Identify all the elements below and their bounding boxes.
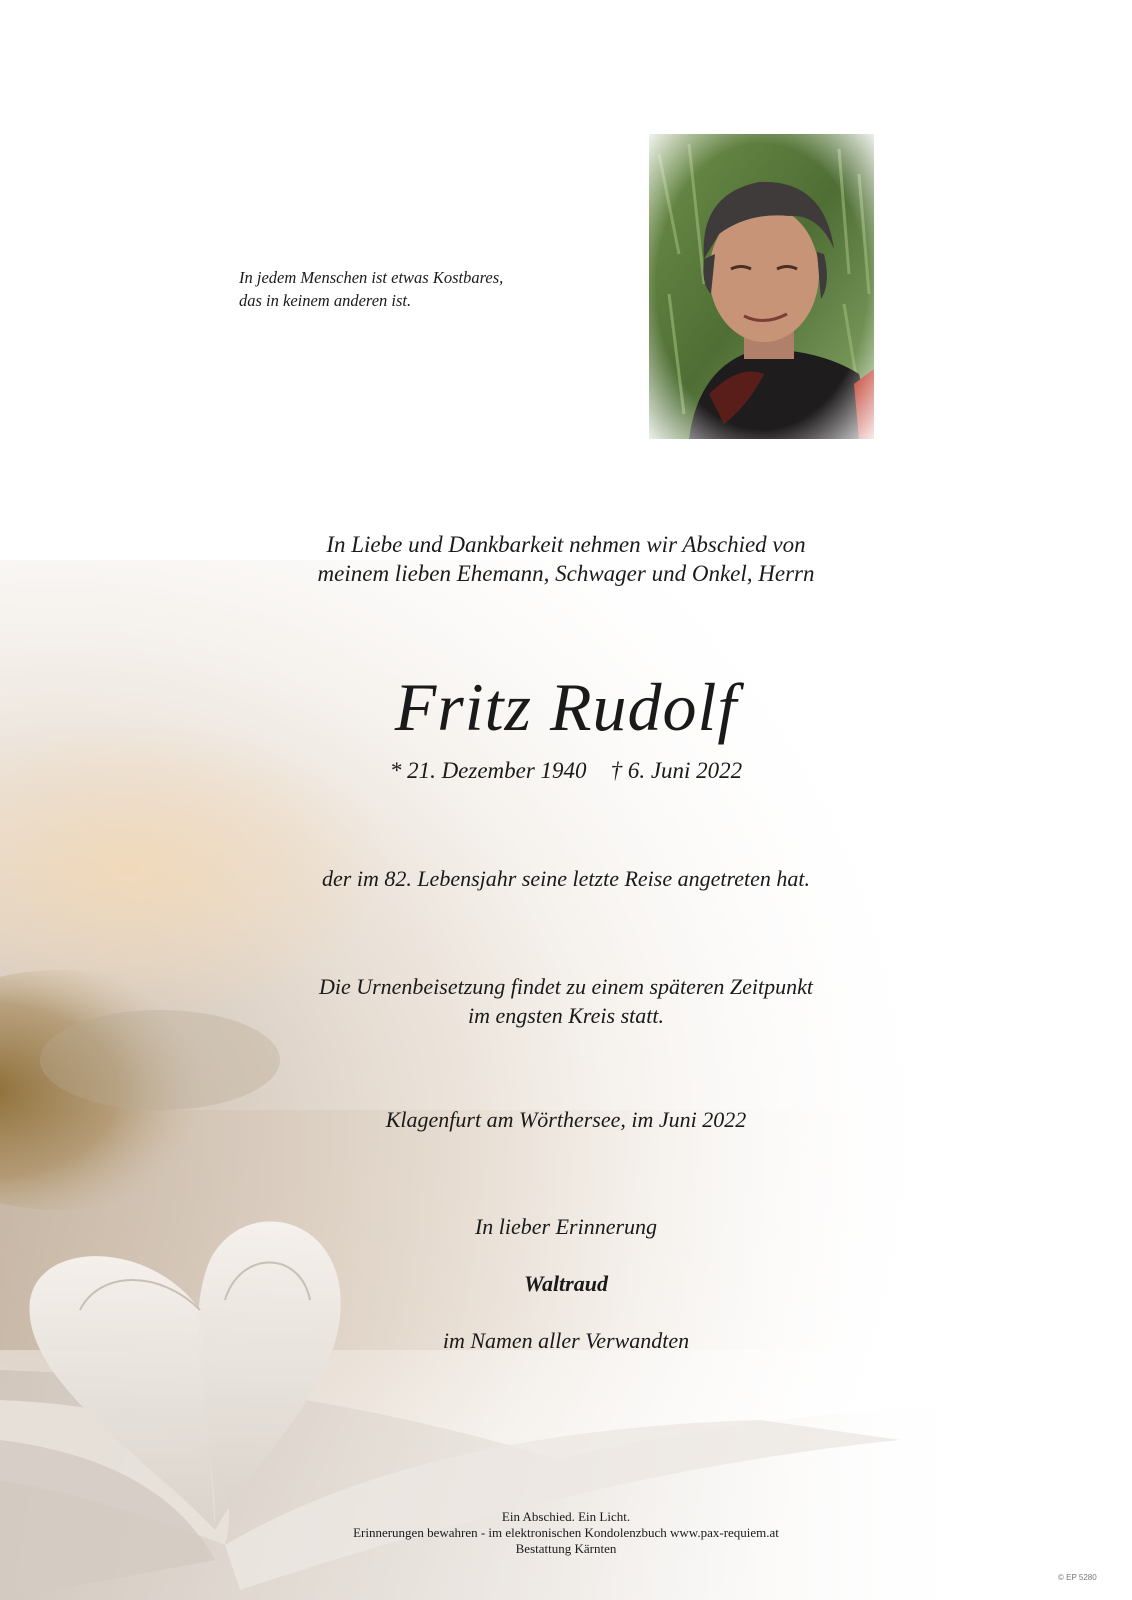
memorial-quote (239, 266, 599, 312)
deceased-name: Fritz Rudolf (394, 669, 738, 745)
urn-burial-text (0, 972, 1132, 1030)
memory-text: In lieber Erinnerung (474, 1214, 658, 1239)
birth-date: * 21. Dezember 1940 (389, 758, 587, 783)
footer-line-2: Erinnerungen bewahren - im elektronischen Kondolenzbuch www.pax-requiem.at (353, 1525, 779, 1540)
quote-line-1: In jedem Menschen ist etwas Kostbares, (239, 268, 504, 287)
place-date: Klagenfurt am Wörthersee, im Juni 2022 (385, 1107, 747, 1132)
urn-line-1: Die Urnenbeisetzung findet zu einem späteren Zeitpunkt (318, 974, 814, 999)
corner-code: © EP 5280 (1058, 1573, 1097, 1582)
footer-line-1: Ein Abschied. Ein Licht. (501, 1509, 631, 1524)
intro-line-1: In Liebe und Dankbarkeit nehmen wir Abschied von (326, 532, 806, 557)
signer-name: Waltraud (524, 1271, 608, 1296)
quote-line-2: das in keinem anderen ist. (239, 291, 412, 310)
footer (0, 1509, 1132, 1557)
death-date: † 6. Juni 2022 (610, 758, 743, 783)
urn-line-2: im engsten Kreis statt. (468, 1003, 664, 1028)
deceased-portrait-photo (649, 134, 874, 439)
footer-line-3: Bestattung Kärnten (515, 1541, 617, 1556)
life-dates (0, 756, 1132, 786)
life-text: der im 82. Lebensjahr seine letzte Reise angetreten hat. (322, 866, 810, 891)
intro-text (0, 530, 1132, 588)
family-text: im Namen aller Verwandten (442, 1328, 690, 1353)
intro-line-2: meinem lieben Ehemann, Schwager und Onkel, Herrn (317, 561, 815, 586)
